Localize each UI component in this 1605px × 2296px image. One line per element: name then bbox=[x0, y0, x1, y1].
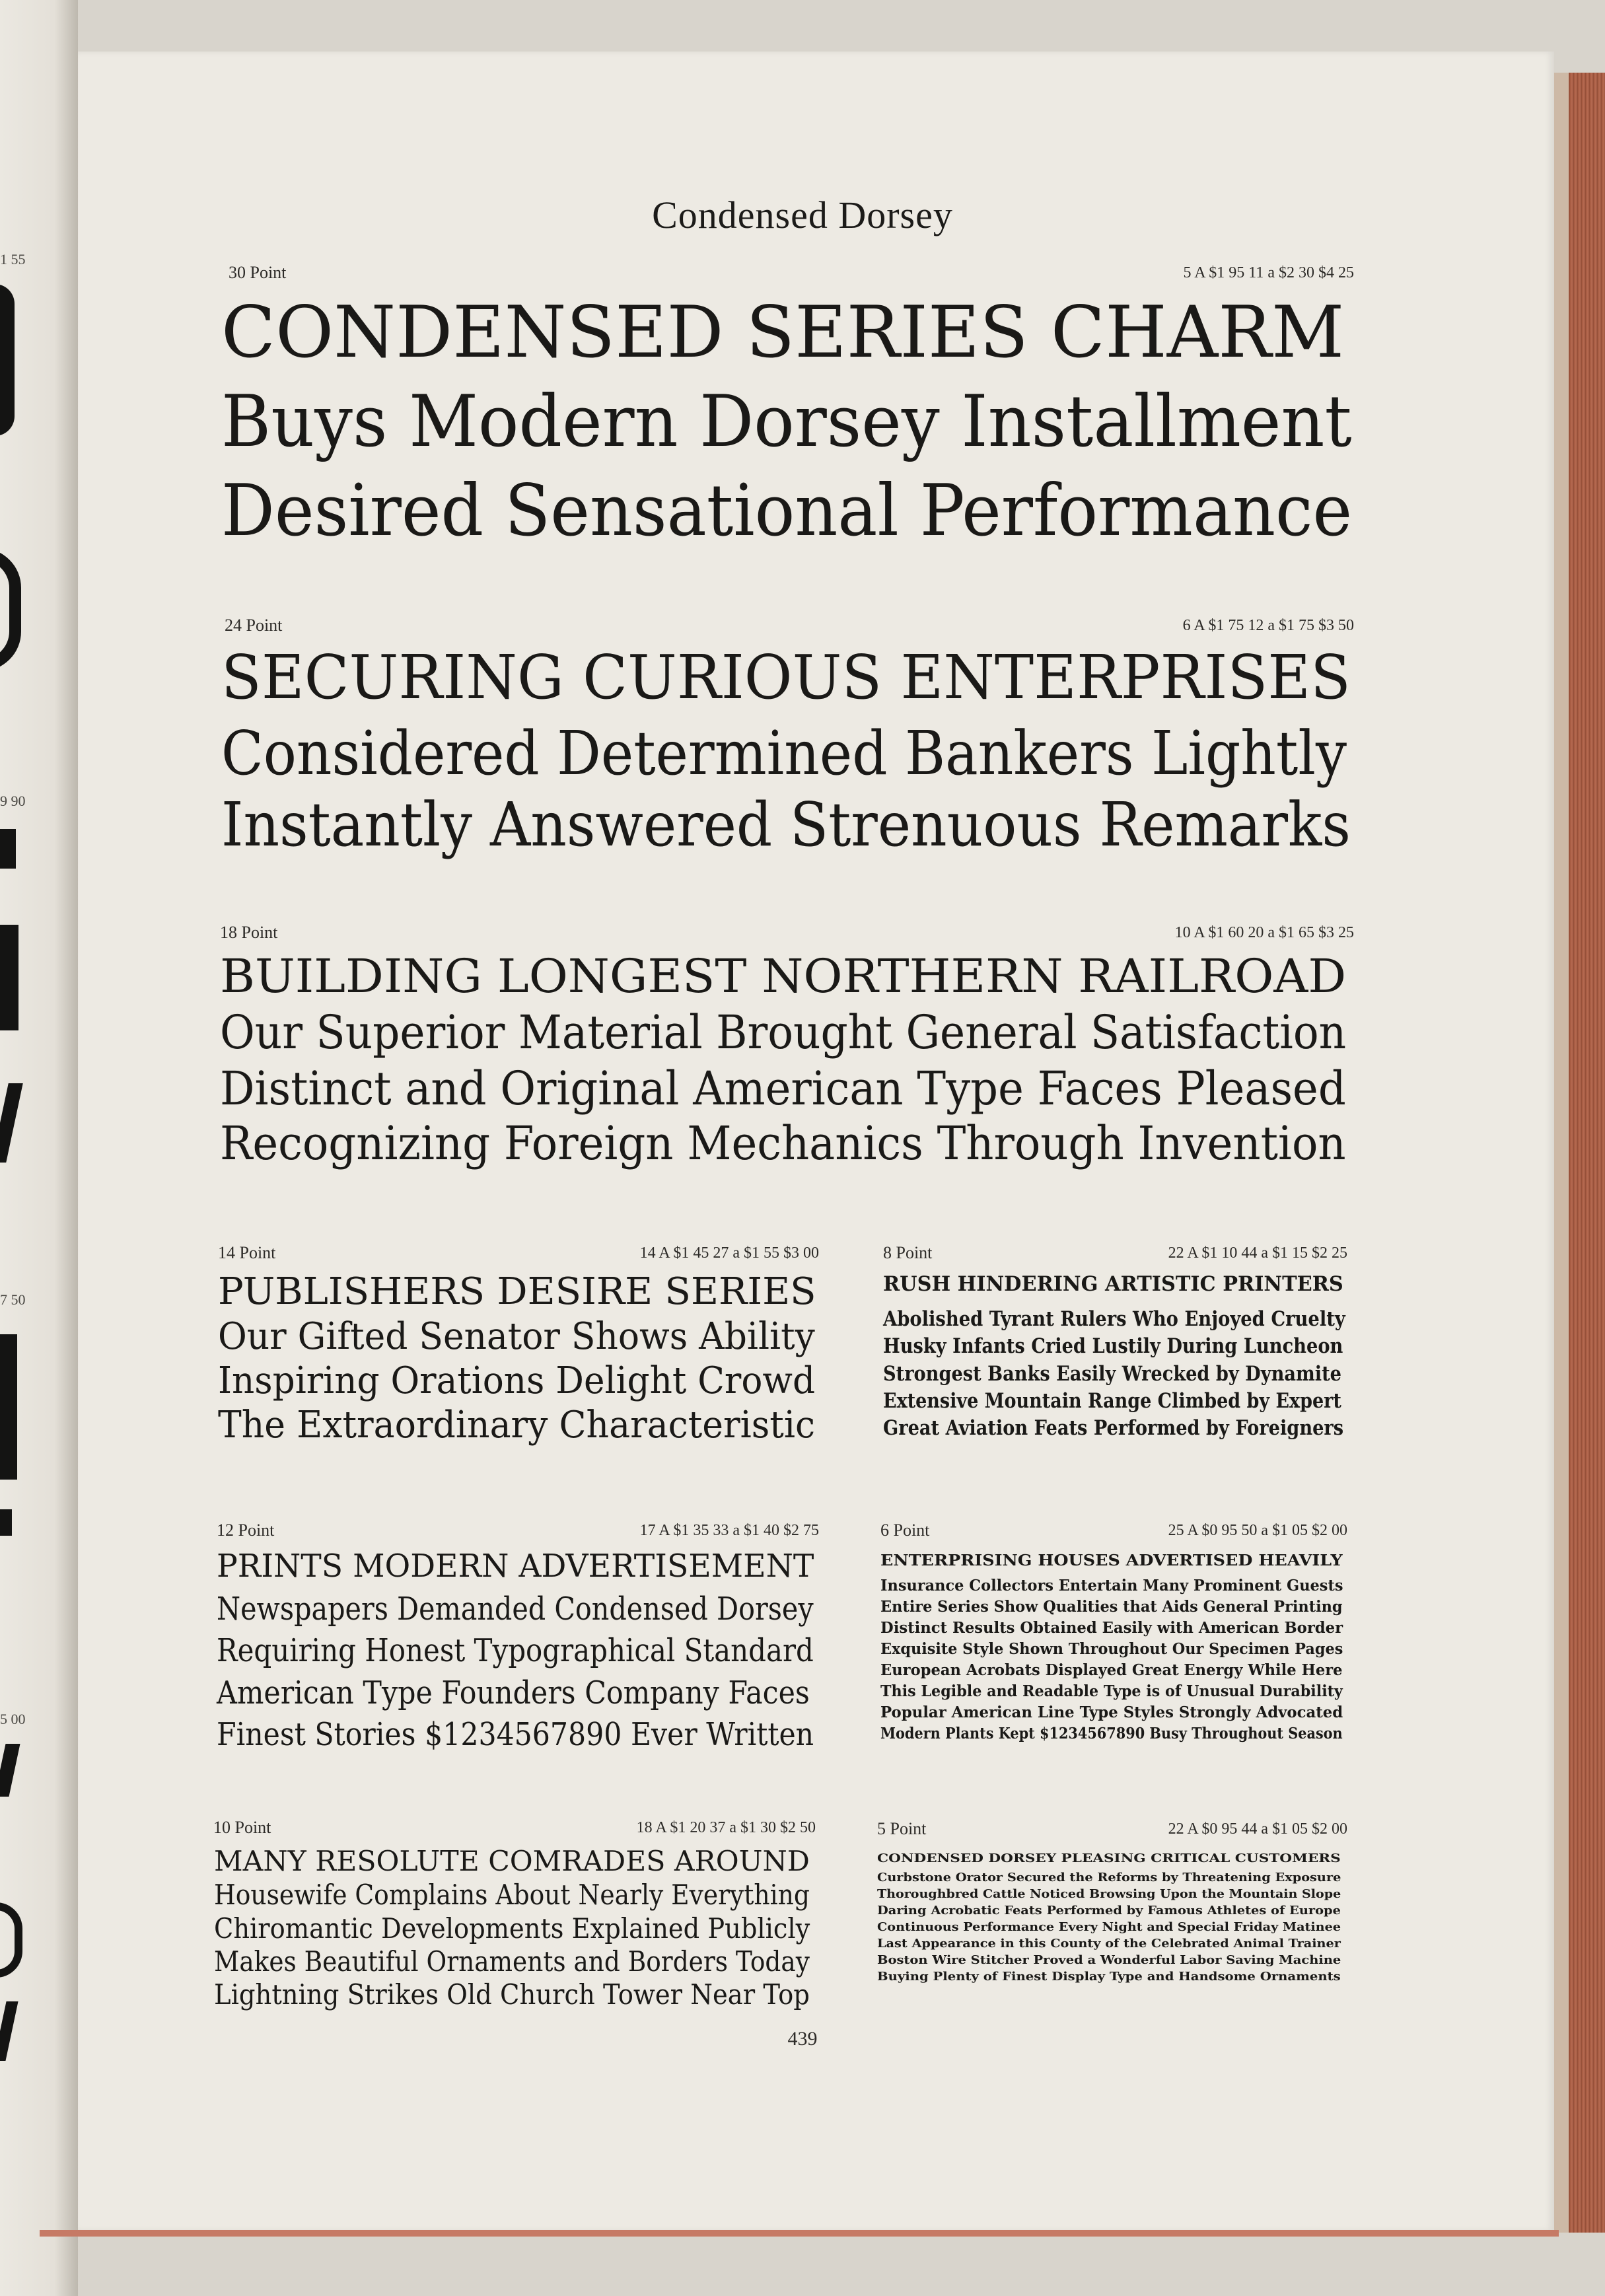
specimen-line: The Extraordinary Characteristic bbox=[218, 1404, 816, 1447]
left-page-glyph bbox=[0, 1509, 12, 1536]
size-label: 6 Point bbox=[880, 1521, 930, 1540]
left-page-glyph bbox=[0, 284, 15, 436]
left-page-price: 9 90 bbox=[0, 793, 26, 809]
specimen-line: Our Gifted Senator Shows Ability bbox=[218, 1315, 815, 1358]
specimen-line: MANY RESOLUTE COMRADES AROUND bbox=[214, 1845, 810, 1877]
specimen-line: Distinct Results Obtained Easily with American Border bbox=[880, 1619, 1343, 1637]
specimen-line: Exquisite Style Shown Throughout Our Specimen Pages bbox=[880, 1640, 1343, 1658]
specimen-line: Last Appearance in this County of the Celebrated Animal Trainer bbox=[877, 1937, 1341, 1951]
specimen-line: Inspiring Orations Delight Crowd bbox=[218, 1359, 816, 1402]
left-page-glyph bbox=[0, 1334, 17, 1480]
left-page-glyph bbox=[0, 1744, 20, 1797]
specimen-line: Distinct and Original American Type Faces Pleased bbox=[220, 1061, 1346, 1116]
specimen-line: Instantly Answered Strenuous Remarks bbox=[221, 789, 1351, 860]
left-page-glyph bbox=[0, 925, 18, 1030]
size-label: 14 Point bbox=[218, 1243, 276, 1262]
specimen-line: CONDENSED SERIES CHARM bbox=[221, 291, 1345, 374]
specimen-line: Entire Series Show Qualities that Aids General Printing bbox=[880, 1598, 1343, 1616]
left-facing-page bbox=[0, 0, 78, 2296]
specimen-line: Buying Plenty of Finest Display Type and Handsome Ornaments bbox=[877, 1970, 1341, 1984]
specimen-line: Curbstone Orator Secured the Reforms by Threatening Exposure bbox=[877, 1871, 1341, 1884]
left-page-price: 5 00 bbox=[0, 1711, 26, 1727]
specimen-line: Lightning Strikes Old Church Tower Near Top bbox=[214, 1978, 810, 2011]
specimen-line: Insurance Collectors Entertain Many Prominent Guests bbox=[880, 1577, 1343, 1595]
price-label: 14 A $1 45 27 a $1 55 $3 00 bbox=[639, 1244, 819, 1262]
left-page-price: 1 55 bbox=[0, 251, 26, 268]
specimen-line: Husky Infants Cried Lustily During Luncheon bbox=[883, 1334, 1343, 1358]
specimen-line: European Acrobats Displayed Great Energy While Here bbox=[880, 1661, 1343, 1679]
price-label: 22 A $0 95 44 a $1 05 $2 00 bbox=[1168, 1820, 1347, 1838]
left-page-glyph bbox=[0, 1083, 23, 1163]
left-page-glyph bbox=[0, 829, 16, 869]
specimen-line: American Type Founders Company Faces bbox=[217, 1674, 810, 1711]
price-label: 10 A $1 60 20 a $1 65 $3 25 bbox=[1174, 924, 1354, 941]
specimen-line: ENTERPRISING HOUSES ADVERTISED HEAVILY bbox=[880, 1552, 1343, 1569]
specimen-line: Considered Determined Bankers Lightly bbox=[221, 718, 1347, 789]
specimen-line: Boston Wire Stitcher Proved a Wonderful Labor Saving Machine bbox=[877, 1953, 1341, 1967]
page-number: 439 bbox=[787, 2028, 818, 2050]
specimen-line: Buys Modern Dorsey Installment bbox=[221, 380, 1352, 463]
specimen-line: Modern Plants Kept $1234567890 Busy Throughout Season bbox=[880, 1725, 1343, 1742]
price-label: 6 A $1 75 12 a $1 75 $3 50 bbox=[1182, 617, 1354, 634]
price-label: 5 A $1 95 11 a $2 30 $4 25 bbox=[1183, 264, 1354, 281]
specimen-line: Popular American Line Type Styles Strongly Advocated bbox=[880, 1704, 1343, 1721]
page-stack-edge bbox=[1554, 73, 1569, 2233]
left-page-price: 7 50 bbox=[0, 1291, 26, 1308]
specimen-line: Recognizing Foreign Mechanics Through Invention bbox=[220, 1116, 1346, 1170]
specimen-line: Daring Acrobatic Feats Performed by Famous Athletes of Europe bbox=[877, 1904, 1341, 1918]
price-label: 18 A $1 20 37 a $1 30 $2 50 bbox=[636, 1819, 816, 1836]
size-label: 5 Point bbox=[877, 1819, 927, 1838]
specimen-line: Strongest Banks Easily Wrecked by Dynamite bbox=[883, 1362, 1341, 1386]
specimen-line: SECURING CURIOUS ENTERPRISES bbox=[221, 642, 1351, 713]
size-label: 18 Point bbox=[220, 923, 278, 942]
specimen-line: Our Superior Material Brought General Satisfaction bbox=[220, 1005, 1347, 1059]
specimen-line: PUBLISHERS DESIRE SERIES bbox=[218, 1270, 816, 1313]
specimen-line: CONDENSED DORSEY PLEASING CRITICAL CUSTOMERS bbox=[877, 1851, 1341, 1865]
specimen-line: RUSH HINDERING ARTISTIC PRINTERS bbox=[883, 1272, 1343, 1296]
price-label: 17 A $1 35 33 a $1 40 $2 75 bbox=[639, 1522, 819, 1539]
specimen-line: Finest Stories $1234567890 Ever Written bbox=[217, 1716, 814, 1753]
size-label: 8 Point bbox=[883, 1243, 933, 1262]
specimen-line: Makes Beautiful Ornaments and Borders Today bbox=[214, 1945, 810, 1978]
size-label: 10 Point bbox=[213, 1818, 271, 1837]
size-label: 12 Point bbox=[217, 1521, 275, 1540]
specimen-line: Great Aviation Feats Performed by Foreigners bbox=[883, 1416, 1344, 1440]
specimen-line: BUILDING LONGEST NORTHERN RAILROAD bbox=[220, 949, 1347, 1003]
left-page-glyph bbox=[0, 548, 21, 671]
page-bottom-edge bbox=[40, 2230, 1559, 2237]
specimen-line: Requiring Honest Typographical Standard bbox=[217, 1632, 814, 1669]
specimen-line: Extensive Mountain Range Climbed by Expert bbox=[883, 1389, 1341, 1413]
specimen-line: Abolished Tyrant Rulers Who Enjoyed Cruelty bbox=[883, 1307, 1345, 1331]
specimen-line: Continuous Performance Every Night and Special Friday Matinee bbox=[877, 1920, 1341, 1934]
price-label: 22 A $1 10 44 a $1 15 $2 25 bbox=[1168, 1244, 1347, 1262]
page-title: Condensed Dorsey bbox=[652, 194, 953, 236]
specimen-line: Housewife Complains About Nearly Everything bbox=[214, 1879, 810, 1911]
specimen-line: Newspapers Demanded Condensed Dorsey bbox=[217, 1591, 814, 1628]
specimen-line: PRINTS MODERN ADVERTISEMENT bbox=[217, 1548, 814, 1585]
specimen-line: Desired Sensational Performance bbox=[221, 470, 1353, 552]
size-label: 30 Point bbox=[229, 263, 287, 282]
specimen-line: This Legible and Readable Type is of Unusual Durability bbox=[880, 1682, 1343, 1700]
left-page-glyph bbox=[0, 1902, 22, 1978]
price-label: 25 A $0 95 50 a $1 05 $2 00 bbox=[1168, 1522, 1347, 1539]
specimen-line: Thoroughbred Cattle Noticed Browsing Upon the Mountain Slope bbox=[877, 1887, 1341, 1901]
specimen-line: Chiromantic Developments Explained Publicly bbox=[214, 1912, 810, 1945]
size-label: 24 Point bbox=[225, 616, 283, 635]
